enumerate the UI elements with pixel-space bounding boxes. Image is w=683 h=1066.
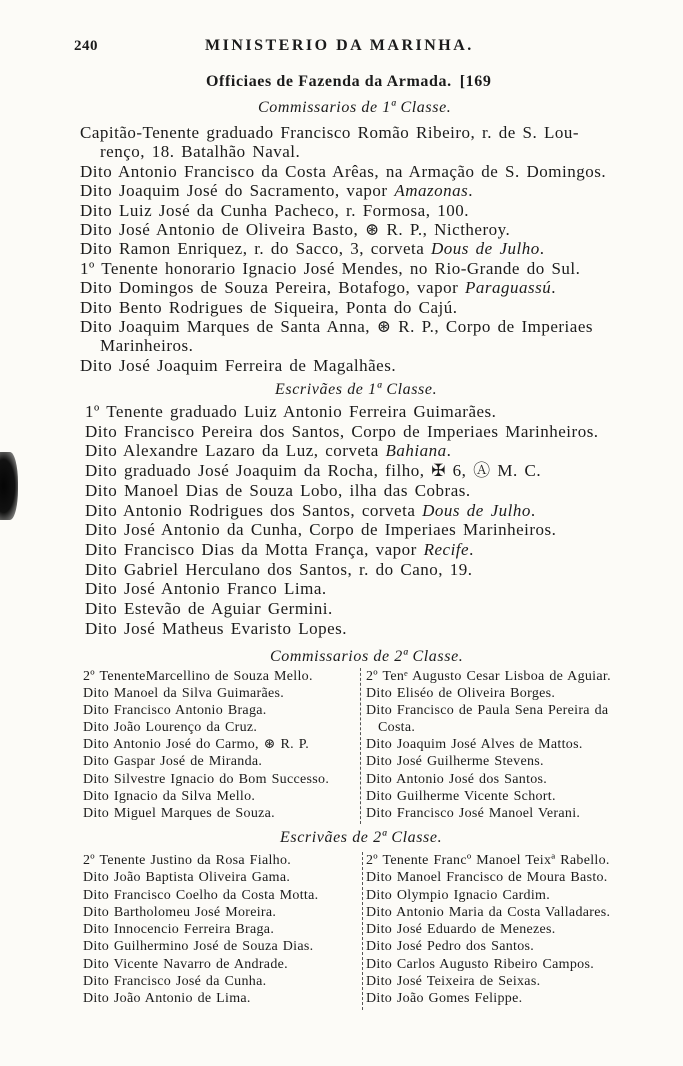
entry-line: Dito Antonio Maria da Costa Valladares.	[366, 904, 611, 920]
entry-line: Dito Olympio Ignacio Cardim.	[366, 887, 551, 903]
heading-escrivaes-2: Escrivães de 2ª Classe.	[280, 829, 443, 846]
entry-line	[80, 239, 606, 258]
list-escrivaes-1	[85, 402, 599, 638]
list-escrivaes-2-left	[83, 852, 359, 1008]
entry-line-continuation: Marinheiros.	[100, 336, 194, 356]
list-commissarios-1	[80, 123, 606, 375]
entry-line: Dito Gabriel Herculano dos Santos, r. do Cano, 19.	[85, 559, 473, 579]
entry-end: .	[446, 441, 452, 461]
entry-line: Dito Antonio José dos Santos.	[366, 771, 548, 787]
ship-name: Amazonas	[394, 181, 469, 201]
list-escrivaes-2-right	[366, 852, 676, 1008]
entry-line: Dito Francisco Antonio Braga.	[83, 703, 267, 719]
entry-line: Dito José Joaquim Ferreira de Magalhães.	[80, 355, 397, 375]
entry-line: Dito Eliséo de Oliveira Borges.	[366, 686, 556, 702]
entry-line	[80, 181, 606, 200]
ship-name: Dous de Julho	[422, 500, 531, 520]
entry-text: Dito Antonio Rodrigues dos Santos, corveta	[85, 500, 423, 520]
entry-end: .	[539, 239, 545, 259]
column-divider	[362, 852, 363, 1010]
page-reference: [169	[459, 73, 492, 90]
entry-line: Dito Manoel Francisco de Moura Basto.	[366, 870, 608, 886]
entry-line: Dito José Guilherme Stevens.	[366, 754, 544, 770]
entry-line: Dito Francisco José da Cunha.	[83, 974, 267, 990]
running-title: MINISTERIO DA MARINHA.	[205, 37, 474, 54]
entry-line: Dito José Matheus Evaristo Lopes.	[85, 618, 347, 638]
entry-line: Dito José Antonio Franco Lima.	[85, 579, 327, 599]
entry-line: Dito José Eduardo de Menezes.	[366, 922, 556, 938]
entry-line: 1º Tenente honorario Ignacio José Mendes, no Rio-Grande do Sul.	[80, 258, 581, 278]
entry-text: Dito Francisco Dias da Motta França, vapor	[85, 539, 424, 559]
entry-end: .	[469, 539, 474, 559]
entry-line: 2º Tenente Francº Manoel Teixª Rabello.	[366, 853, 610, 868]
binding-hole-artifact	[0, 452, 18, 520]
entry-line: Dito João Baptista Oliveira Gama.	[83, 870, 291, 886]
entry-line: Dito Antonio Francisco da Costa Arêas, na Armação de S. Domingos.	[80, 161, 607, 181]
entry-line: 1º Tenente graduado Luiz Antonio Ferreira Guimarães.	[85, 402, 497, 421]
entry-line: Dito Luiz José da Cunha Pacheco, r. Formosa, 100.	[80, 200, 469, 220]
column-divider	[360, 668, 361, 824]
entry-text: Dito Alexandre Lazaro da Luz, corveta	[85, 441, 386, 461]
entry-line: 2º TenenteMarcellino de Souza Mello.	[83, 669, 313, 684]
entry-end: .	[551, 278, 556, 298]
entry-line: Dito Guilherme Vicente Schort.	[366, 788, 556, 804]
entry-line: Dito Francisco José Manoel Verani.	[366, 805, 581, 821]
entry-line	[85, 501, 599, 521]
entry-line: Dito Manoel Dias de Souza Lobo, ilha das Cobras.	[85, 480, 471, 500]
entry-line: Dito Silvestre Ignacio do Bom Successo.	[83, 771, 330, 787]
ship-name: Recife	[423, 539, 470, 559]
heading-commissarios-1: Commissarios de 1ª Classe.	[258, 99, 452, 116]
entry-line: Dito Estevão de Aguiar Germini.	[85, 599, 333, 619]
entry-line: Dito José Pedro dos Santos.	[366, 939, 535, 955]
entry-line: Dito João Gomes Felippe.	[366, 991, 523, 1007]
ship-name: Paraguassú	[465, 278, 552, 298]
ship-name: Dous de Julho	[431, 239, 540, 259]
page-number: 240	[74, 38, 98, 54]
entry-line: Dito Ignacio da Silva Mello.	[83, 788, 256, 804]
heading-escrivaes-1: Escrivães de 1ª Classe.	[275, 381, 438, 398]
entry-line-continuation: renço, 18. Batalhão Naval.	[100, 142, 301, 162]
entry-line: Dito Bartholomeu José Moreira.	[83, 904, 277, 920]
section-title	[206, 72, 491, 92]
entry-line: Dito graduado José Joaquim da Rocha, filho, ✠ 6, Ⓐ M. C.	[85, 461, 542, 481]
entry-line	[85, 441, 599, 461]
list-commissarios-2-right	[366, 668, 676, 822]
list-commissarios-2-left	[83, 668, 357, 822]
entry-line-continuation: Costa.	[378, 720, 416, 736]
entry-line: Dito Innocencio Ferreira Braga.	[83, 922, 275, 938]
entry-line: Dito Joaquim José Alves de Mattos.	[366, 737, 583, 753]
entry-line: 2º Tenente Justino da Rosa Fialho.	[83, 853, 292, 868]
section-title-text: Officiaes de Fazenda da Armada.	[206, 73, 452, 90]
entry-line: Dito Miguel Marques de Souza.	[83, 805, 275, 821]
entry-end: .	[530, 500, 536, 520]
entry-line: 2º Tenᵉ Augusto Cesar Lisboa de Aguiar.	[366, 669, 611, 684]
entry-line: Dito José Antonio da Cunha, Corpo de Imperiaes Marinheiros.	[85, 520, 557, 540]
entry-end: .	[468, 181, 473, 201]
entry-line	[80, 278, 606, 297]
entry-line: Dito Bento Rodrigues de Siqueira, Ponta do Cajú.	[80, 297, 458, 317]
entry-line: Dito Vicente Navarro de Andrade.	[83, 956, 288, 972]
entry-line: Dito Antonio José do Carmo, ⊛ R. P.	[83, 737, 310, 753]
entry-line: Dito Francisco de Paula Sena Pereira da	[366, 703, 609, 719]
entry-line	[85, 540, 599, 560]
entry-text: Dito Domingos de Souza Pereira, Botafogo, vapor	[80, 278, 466, 298]
entry-text: Dito Ramon Enriquez, r. do Sacco, 3, corveta	[80, 239, 432, 259]
entry-line: Dito Gaspar José de Miranda.	[83, 754, 263, 770]
entry-line: Dito Francisco Pereira dos Santos, Corpo de Imperiaes Marinheiros.	[85, 421, 599, 441]
entry-line: Capitão-Tenente graduado Francisco Romão Ribeiro, r. de S. Lou-	[80, 123, 580, 142]
entry-line: Dito João Lourenço da Cruz.	[83, 720, 258, 736]
entry-line: Dito Guilhermino José de Souza Dias.	[83, 939, 314, 955]
entry-line: Dito Francisco Coelho da Costa Motta.	[83, 887, 319, 903]
entry-line: Dito Carlos Augusto Ribeiro Campos.	[366, 956, 594, 972]
entry-line: Dito Joaquim Marques de Santa Anna, ⊛ R. P., Corpo de Imperiaes	[80, 317, 593, 337]
entry-text: Dito Joaquim José do Sacramento, vapor	[80, 181, 395, 201]
entry-line: Dito Manoel da Silva Guimarães.	[83, 686, 285, 702]
ship-name: Bahiana	[385, 441, 447, 461]
entry-line: Dito João Antonio de Lima.	[83, 991, 251, 1007]
heading-commissarios-2: Commissarios de 2ª Classe.	[270, 648, 464, 665]
entry-line: Dito José Antonio de Oliveira Basto, ⊛ R. P., Nictheroy.	[80, 220, 511, 240]
entry-line: Dito José Teixeira de Seixas.	[366, 974, 541, 990]
